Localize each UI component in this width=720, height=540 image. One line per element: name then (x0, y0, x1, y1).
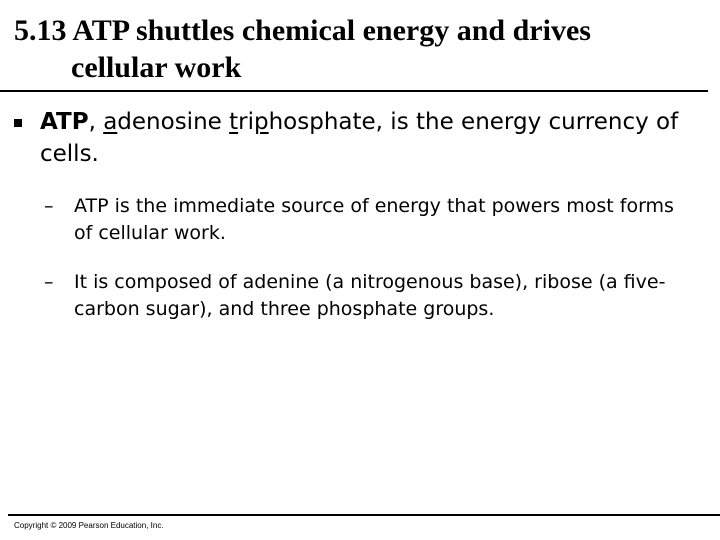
atp-term: ATP (40, 109, 89, 135)
title-divider (0, 90, 708, 92)
main-bullet-rest: hosphate, is the energy currency of cells. (40, 109, 679, 167)
underlined-a: a (103, 109, 118, 135)
dash-bullet-icon: – (44, 271, 54, 293)
copyright-notice: Copyright © 2009 Pearson Education, Inc. (14, 521, 164, 530)
sub-bullet-1 (44, 193, 684, 247)
sub-bullet-text: ATP is the immediate source of energy that powers most forms of cellular work. (74, 195, 674, 244)
main-bullet-ri: ri (238, 109, 254, 135)
slide-title-line-2: cellular work (71, 51, 242, 84)
footer-divider (8, 514, 720, 516)
underlined-p: p (254, 109, 269, 135)
dash-bullet-icon: – (44, 195, 54, 217)
main-bullet (14, 106, 684, 170)
slide-title (14, 12, 694, 86)
main-bullet-denosine: denosine (117, 109, 230, 135)
underlined-t: t (229, 109, 239, 135)
main-bullet-comma: , (88, 109, 104, 135)
main-bullet-text (14, 106, 684, 170)
square-bullet-icon (14, 119, 22, 127)
sub-bullet-2 (44, 269, 684, 323)
slide-title-line-1: 5.13 ATP shuttles chemical energy and drives (14, 14, 591, 47)
sub-bullet-text: It is composed of adenine (a nitrogenous base), ribose (a five-carbon sugar), and three phosphate groups. (74, 271, 666, 320)
